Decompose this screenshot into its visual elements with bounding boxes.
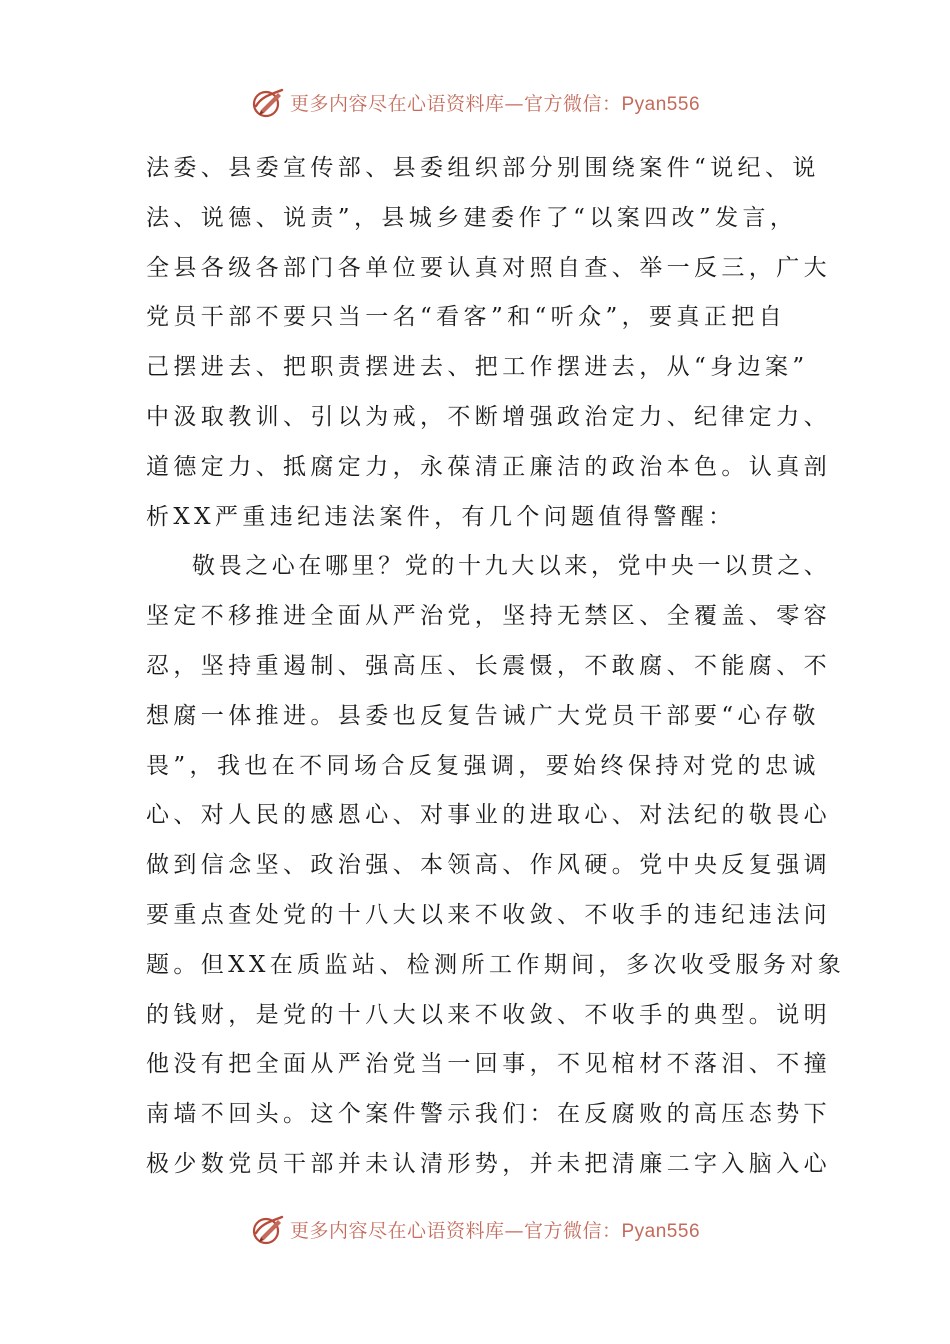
text-line: 坚定不移推进全面从严治党，坚持无禁区、全覆盖、零容 bbox=[146, 603, 831, 630]
text-line: 法、说德、说责”，县城乡建委作了“以案四改”发言， bbox=[146, 204, 798, 231]
text-line: 要重点查处党的十八大以来不收敛、不收手的违纪违法问 bbox=[146, 901, 831, 928]
pen-logo-icon bbox=[250, 84, 286, 120]
text-line: 的钱财，是党的十八大以来不收敛、不收手的典型。说明 bbox=[146, 1001, 831, 1028]
text-line: 极少数党员干部并未认清形势，并未把清廉二字入脑入心 bbox=[146, 1150, 831, 1177]
footer-banner bbox=[0, 1209, 950, 1249]
text-line: 畏”，我也在不同场合反复强调，要始终保持对党的忠诚 bbox=[146, 752, 820, 779]
text-line: 题。但XX在质监站、检测所工作期间，多次收受服务对象 bbox=[146, 951, 846, 978]
header-wechat-id: Pyan556 bbox=[621, 93, 701, 115]
text-line: 南墙不回头。这个案件警示我们：在反腐败的高压态势下 bbox=[146, 1101, 831, 1128]
text-line: 心、对人民的感恩心、对事业的进取心、对法纪的敬畏心 bbox=[146, 802, 831, 829]
header-text: 更多内容尽在心语资料库—官方微信： bbox=[289, 92, 622, 115]
footer-text: 更多内容尽在心语资料库—官方微信： bbox=[289, 1219, 622, 1242]
text-line: 己摆进去、把职责摆进去、把工作摆进去，从“身边案” bbox=[146, 354, 809, 381]
text-line: 道德定力、抵腐定力，永葆清正廉洁的政治本色。认真剖 bbox=[146, 453, 831, 480]
text-line: 做到信念坚、政治强、本领高、作风硬。党中央反复强调 bbox=[146, 852, 831, 879]
text-line: 忍，坚持重遏制、强高压、长震慑，不敢腐、不能腐、不 bbox=[146, 652, 831, 679]
text-line: 中汲取教训、引以为戒，不断增强政治定力、纪律定力、 bbox=[146, 403, 831, 430]
text-line: 想腐一体推进。县委也反复告诫广大党员干部要“心存敬 bbox=[146, 702, 820, 729]
header-banner-text bbox=[290, 89, 700, 116]
text-line: 析XX严重违纪违法案件，有几个问题值得警醒： bbox=[146, 503, 736, 530]
text-line: 他没有把全面从严治党当一回事，不见棺材不落泪、不撞 bbox=[146, 1051, 831, 1078]
text-line: 全县各级各部门各单位要认真对照自查、举一反三，广大 bbox=[146, 254, 831, 281]
text-line: 党员干部不要只当一名“看客”和“听众”，要真正把自 bbox=[146, 304, 787, 331]
footer-wechat-id: Pyan556 bbox=[621, 1220, 701, 1242]
text-line: 法委、县委宣传部、县委组织部分别围绕案件“说纪、说 bbox=[146, 155, 820, 181]
document-body bbox=[146, 144, 846, 1190]
paragraph-start-line: 敬畏之心在哪里？党的十九大以来，党中央一以贯之、 bbox=[192, 553, 831, 580]
header-banner bbox=[0, 82, 950, 122]
footer-banner-text bbox=[290, 1216, 700, 1243]
pen-logo-icon bbox=[250, 1211, 286, 1247]
